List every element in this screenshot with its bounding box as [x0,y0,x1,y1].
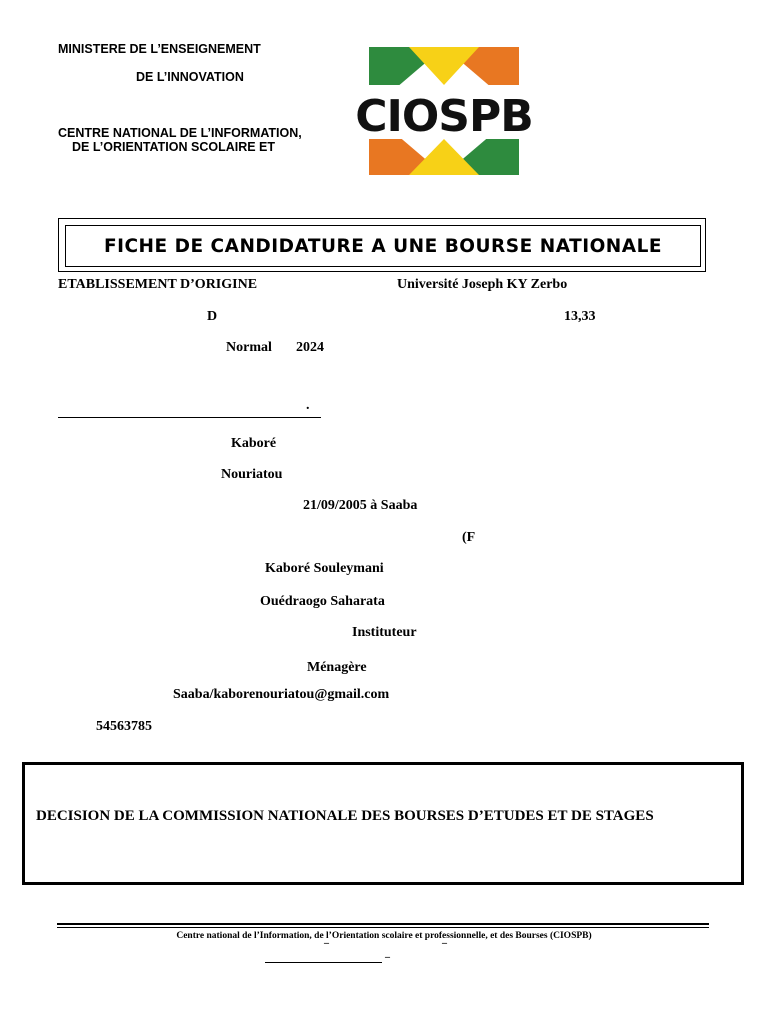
etablissement-value: Université Joseph KY Zerbo [397,277,568,292]
moyenne-value: 13,33 [564,309,596,324]
form-title: FICHE DE CANDIDATURE A UNE BOURSE NATIONALE [103,235,663,257]
annee-value: 2024 [296,340,324,355]
footer-rule-thin [57,927,709,928]
footer-dash-2: – [442,938,447,949]
profession-pere-value: Instituteur [352,625,417,640]
session-value: Normal [226,340,272,355]
underline-rule [58,417,321,418]
svg-text:CIOSPB: CIOSPB [355,91,533,142]
footer-text: Centre national de l’Information, de l’Orientation scolaire et professionnelle, et des Bourses (CIOSPB) [176,931,592,941]
prenom-value: Nouriatou [221,467,283,482]
mere-value: Ouédraogo Saharata [260,594,385,609]
ministry-line1: MINISTERE DE L’ENSEIGNEMENT [58,42,261,56]
ciospb-logo [355,47,533,175]
pere-value: Kaboré Souleymani [265,561,384,576]
decision-title: DECISION DE LA COMMISSION NATIONALE DES BOURSES D’ETUDES ET DE STAGES [36,808,654,824]
ministry-line2: DE L’INNOVATION [136,70,244,84]
footer-sign-rule [265,962,382,963]
footer-dash-3: – [385,952,390,963]
center-line1: CENTRE NATIONAL DE L’INFORMATION, [58,126,302,140]
underline-dot: . [306,398,310,413]
profession-mere-value: Ménagère [307,660,367,675]
title-frame-inner [65,225,701,267]
footer-dash-1: – [324,938,329,949]
telephone-value: 54563785 [96,719,152,734]
footer-rule-thick [57,923,709,925]
naissance-value: 21/09/2005 à Saaba [303,498,418,513]
center-line2: DE L’ORIENTATION SCOLAIRE ET [72,140,276,154]
sexe-value: (F [462,530,476,545]
serie-value: D [207,309,218,324]
nom-value: Kaboré [231,436,277,451]
etablissement-label: ETABLISSEMENT D’ORIGINE [58,277,258,292]
adresse-value: Saaba/kaborenouriatou@gmail.com [173,687,390,702]
